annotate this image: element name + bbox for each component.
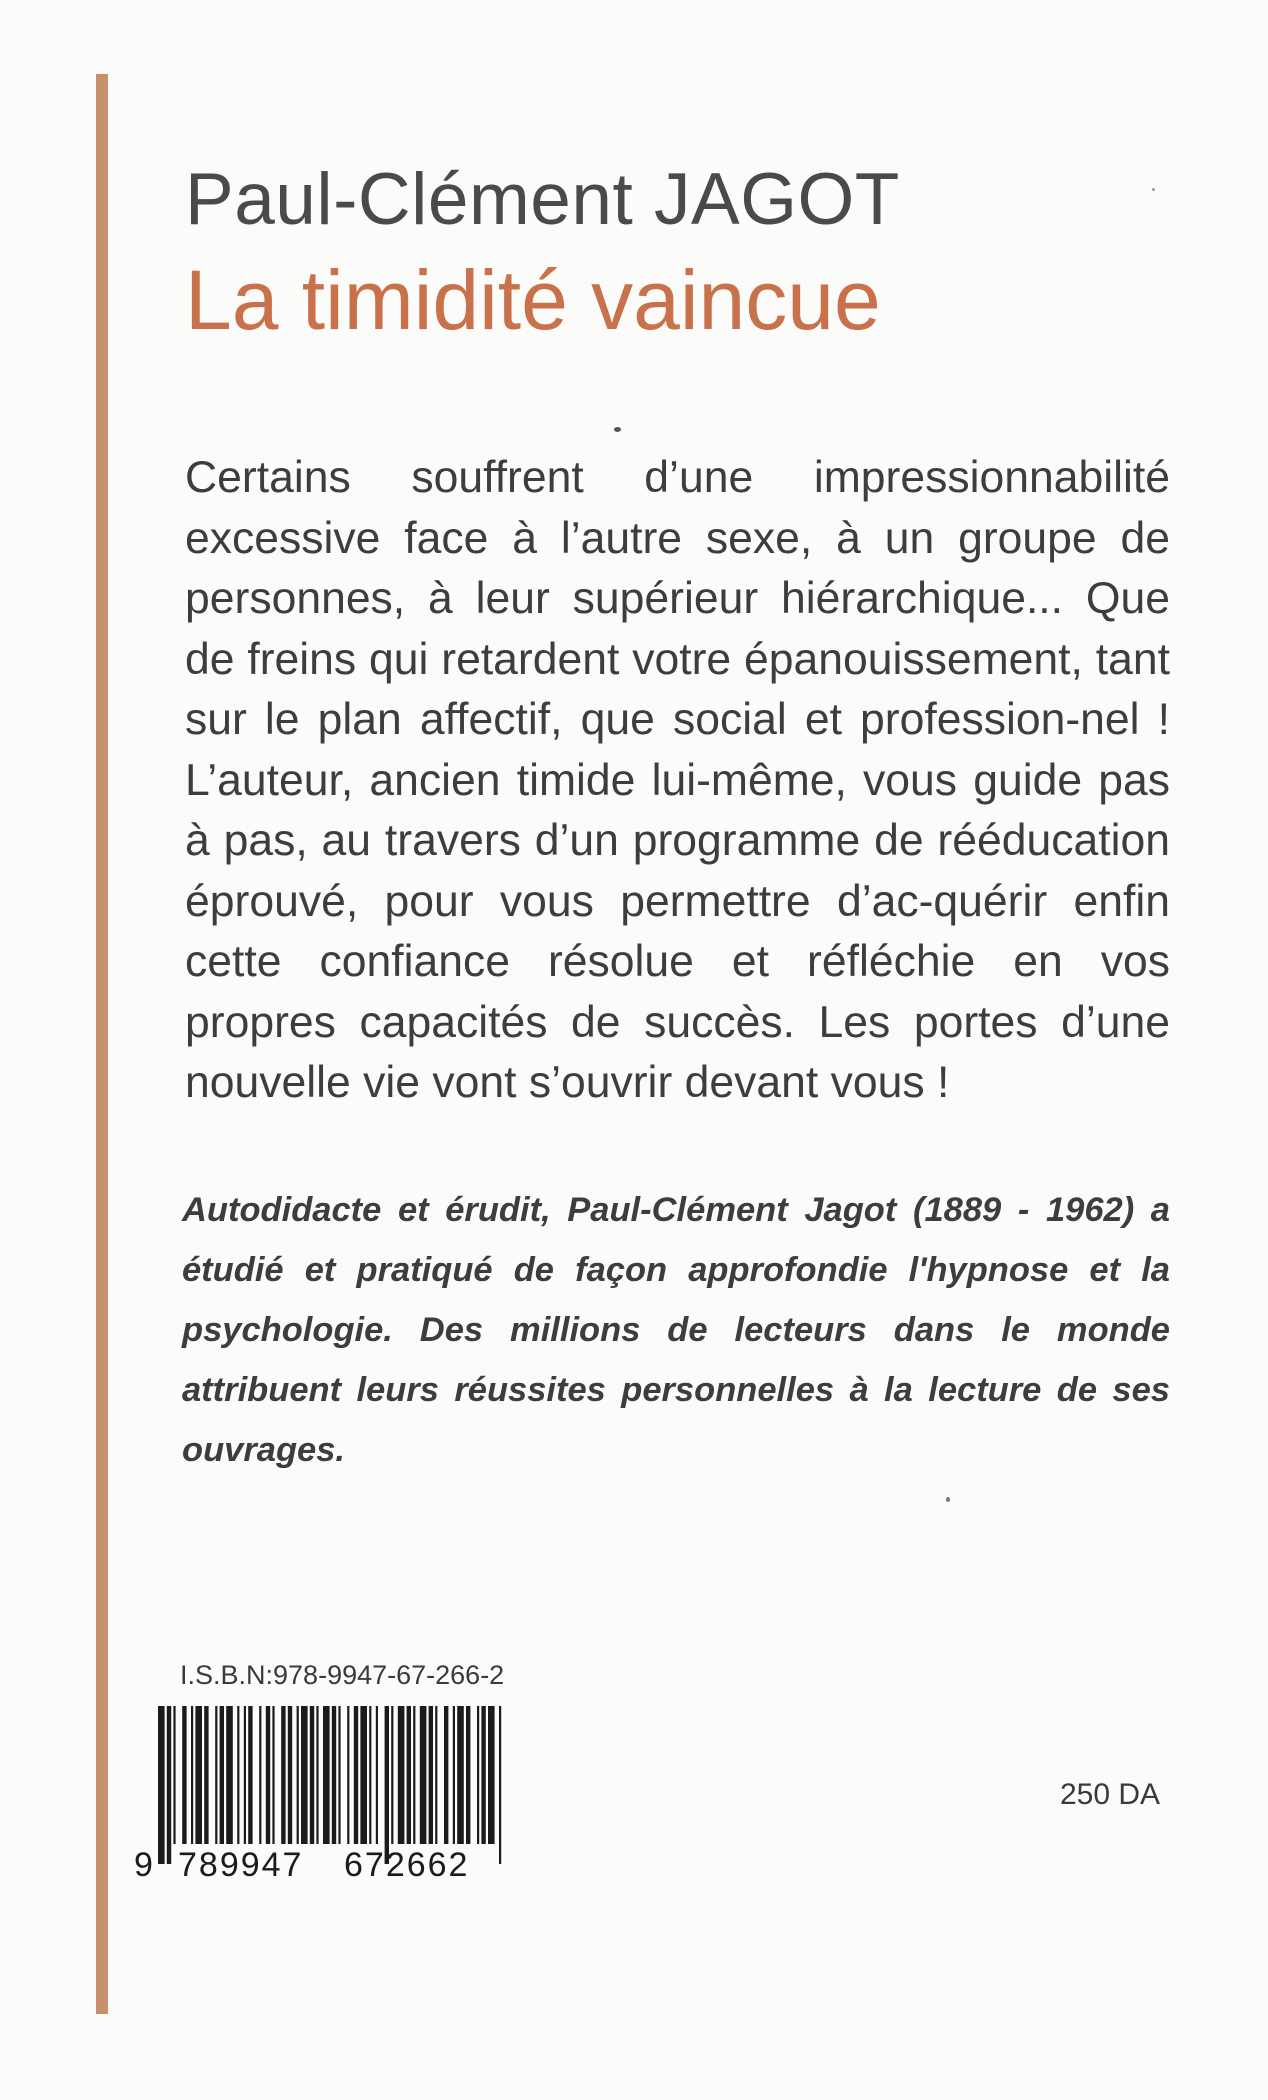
barcode-bar bbox=[220, 1706, 224, 1844]
scan-speck bbox=[946, 1497, 950, 1502]
barcode-bar bbox=[398, 1706, 405, 1844]
isbn-label: I.S.B.N:978-9947-67-266-2 bbox=[180, 1660, 505, 1690]
barcode-bar bbox=[429, 1706, 433, 1844]
barcode-bar bbox=[301, 1706, 308, 1844]
barcode-first-digit: 9 bbox=[134, 1846, 153, 1884]
barcode-bar bbox=[481, 1706, 485, 1844]
barcode-bar bbox=[244, 1706, 246, 1844]
barcode-bar bbox=[158, 1706, 165, 1864]
author-name: Paul-Clément JAGOT bbox=[185, 159, 900, 240]
price-label: 250 DA bbox=[1060, 1778, 1161, 1811]
barcode-bar bbox=[413, 1706, 415, 1844]
barcode-bar bbox=[466, 1706, 470, 1844]
barcode-bar bbox=[297, 1706, 299, 1844]
barcode-bar bbox=[226, 1706, 233, 1844]
barcode-bar bbox=[338, 1706, 340, 1844]
barcode-bar bbox=[369, 1706, 371, 1844]
barcode-bar bbox=[316, 1706, 318, 1844]
barcode-bar bbox=[266, 1706, 270, 1844]
barcode-bar bbox=[360, 1706, 367, 1844]
barcode-bar bbox=[499, 1706, 501, 1864]
barcode-bar bbox=[182, 1706, 186, 1844]
barcode-bar bbox=[310, 1706, 314, 1844]
author-bio: Autodidacte et érudit, Paul-Clément Jagot (1889 - 1962) a étudié et pratiqué de façon approfondie l'hypnose et la psychologie. Des millions de lecteurs dans le monde attribuent leurs réussites personnelles à la lecture de ses ouvrages. bbox=[182, 1191, 1170, 1469]
barcode-bar bbox=[488, 1706, 495, 1844]
barcode-bar bbox=[347, 1706, 349, 1844]
scan-speck bbox=[614, 427, 621, 432]
isbn-barcode bbox=[130, 1698, 530, 1888]
barcode-bar bbox=[376, 1706, 378, 1844]
scan-speck bbox=[1152, 188, 1155, 191]
barcode-bar bbox=[354, 1706, 358, 1844]
barcode-bar bbox=[281, 1706, 285, 1844]
barcode-bar bbox=[173, 1706, 175, 1844]
barcode-bar bbox=[420, 1706, 427, 1844]
barcode-right-digits: 672662 bbox=[344, 1846, 470, 1884]
barcode-bar bbox=[477, 1706, 479, 1844]
barcode-bar bbox=[407, 1706, 411, 1844]
barcode-bar bbox=[435, 1706, 437, 1844]
barcode-bar bbox=[288, 1706, 292, 1844]
barcode-bar bbox=[385, 1706, 389, 1864]
barcode-left-digits: 789947 bbox=[178, 1846, 304, 1884]
barcode-bar bbox=[191, 1706, 193, 1844]
barcode-bar bbox=[167, 1706, 171, 1864]
book-title: La timidité vaincue bbox=[185, 253, 881, 347]
barcode-bar bbox=[237, 1706, 239, 1844]
barcode-bar bbox=[453, 1706, 455, 1844]
barcode-bar bbox=[248, 1706, 252, 1844]
barcode-bar bbox=[323, 1706, 330, 1844]
barcode-bar bbox=[457, 1706, 464, 1844]
side-accent-rule bbox=[96, 74, 108, 2014]
barcode-bar bbox=[259, 1706, 261, 1844]
barcode-bar bbox=[391, 1706, 393, 1844]
blurb-paragraph: Certains souffrent d’une impressionnabilité excessive face à l’autre sexe, à un groupe de personnes, à leur supérieur hiérarchique... Que de freins qui retardent votre épanouissement, tant sur le plan affectif, que social et profession-nel ! L’auteur, ancien timide lui-même, vous guide pas à pas, au travers d’un programme de rééducation éprouvé, pour vous permettre d’ac-quérir enfin cette confiance résolue et réfléchie en vos propres capacités de succès. Les portes d’une nouvelle vie vont s’ouvrir devant vous ! bbox=[185, 453, 1170, 1107]
barcode-bar bbox=[195, 1706, 202, 1844]
barcode-bar bbox=[332, 1706, 336, 1844]
barcode-bar bbox=[444, 1706, 448, 1844]
barcode-bar bbox=[215, 1706, 217, 1844]
barcode-bar bbox=[204, 1706, 208, 1844]
barcode-bar bbox=[272, 1706, 274, 1844]
